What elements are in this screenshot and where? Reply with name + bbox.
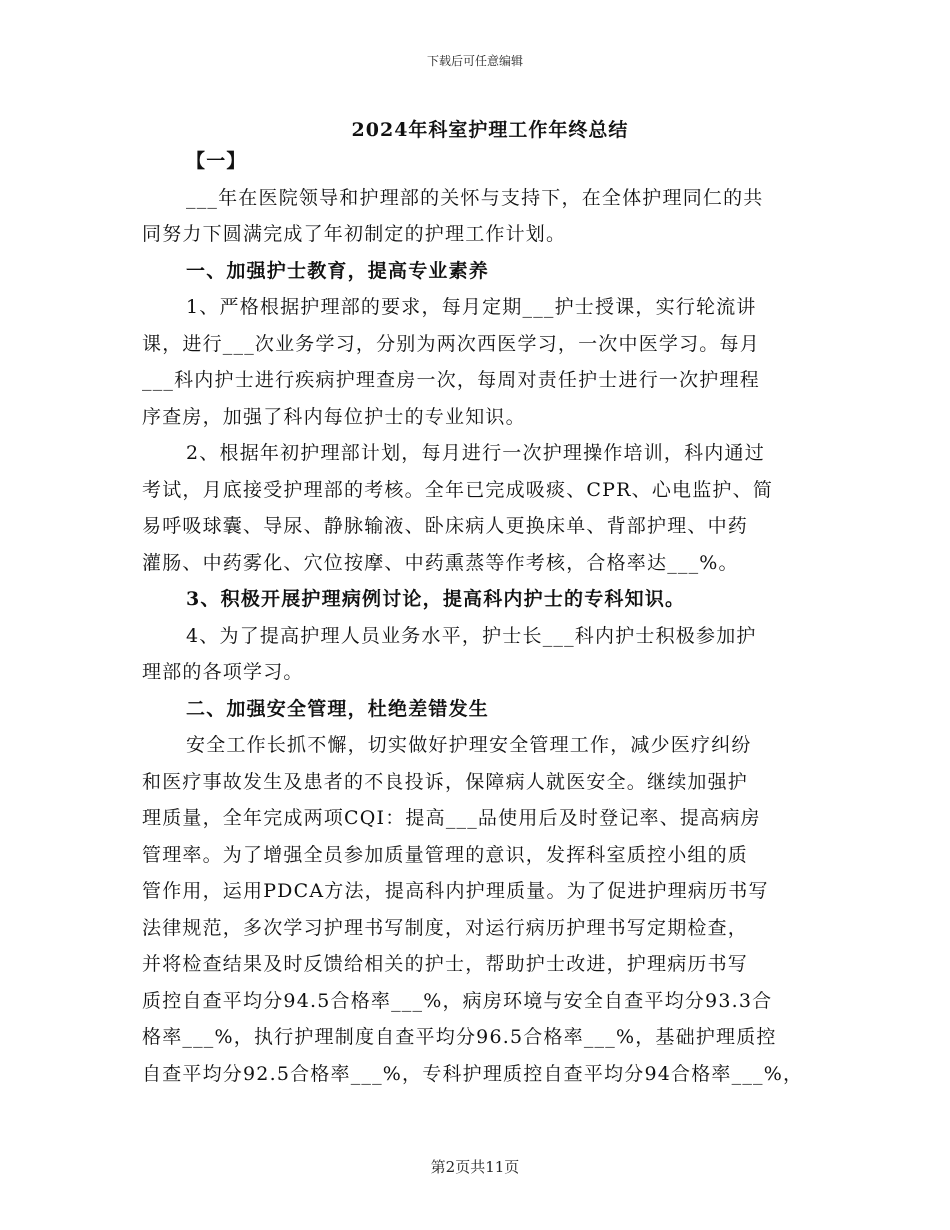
paragraph-line: 法律规范，多次学习护理书写制度，对运行病历护理书写定期检查， <box>142 916 749 939</box>
paragraph-line: 质控自查平均分94.5合格率___%，病房环境与安全自查平均分93.3合 <box>142 989 773 1012</box>
section-heading: 二、加强安全管理，杜绝差错发生 <box>186 697 490 720</box>
paragraph-line: 格率___%，执行护理制度自查平均分96.5合格率___%，基础护理质控 <box>142 1026 777 1048</box>
paragraph-line: 考试，月底接受护理部的考核。全年已完成吸痰、CPR、心电监护、简 <box>142 478 774 501</box>
page-footer: 第2页共11页 <box>430 1158 520 1176</box>
paragraph-line: 管作用，运用PDCA方法，提高科内护理质量。为了促进护理病历书写 <box>142 880 769 902</box>
paragraph-line: 理部的各项学习。 <box>142 661 304 683</box>
section-heading: 一、加强护士教育，提高专业素养 <box>186 259 490 282</box>
paragraph-line: 自查平均分92.5合格率___%，专科护理质控自查平均分94合格率___%， <box>142 1062 804 1085</box>
paragraph-line: 4、为了提高护理人员业务水平，护士长___科内护士积极参加护 <box>186 624 757 647</box>
paragraph-line: 同努力下圆满完成了年初制定的护理工作计划。 <box>142 223 567 245</box>
paragraph-line: 和医疗事故发生及患者的不良投诉，保障病人就医安全。继续加强护 <box>142 770 749 793</box>
paragraph-line: 安全工作长抓不懈，切实做好护理安全管理工作，减少医疗纠纷 <box>186 734 752 756</box>
paragraph-line: 易呼吸球囊、导尿、静脉输液、卧床病人更换床单、背部护理、中药 <box>142 515 749 537</box>
document-title: 2024年科室护理工作年终总结 <box>351 119 629 141</box>
header-note: 下载后可任意编辑 <box>426 54 523 68</box>
paragraph-line: 序查房，加强了科内每位护士的专业知识。 <box>142 405 526 428</box>
paragraph-line: ___科内护士进行疾病护理查房一次，每周对责任护士进行一次护理程 <box>142 369 760 391</box>
paragraph-line: 管理率。为了增强全员参加质量管理的意识，发挥科室质控小组的质 <box>142 843 749 866</box>
paragraph-line: 并将检查结果及时反馈给相关的护士，帮助护士改进，护理病历书写 <box>142 953 749 975</box>
paragraph-line: ___年在医院领导和护理部的关怀与支持下，在全体护理同仁的共 <box>186 186 764 209</box>
paragraph-line: 灌肠、中药雾化、穴位按摩、中药熏蒸等作考核，合格率达___%。 <box>142 551 739 574</box>
paragraph-line: 课，进行___次业务学习，分别为两次西医学习，一次中医学习。每月 <box>142 332 760 355</box>
section-heading: 3、积极开展护理病例讨论，提高科内护士的专科知识。 <box>186 588 686 610</box>
section-heading: 【一】 <box>186 150 247 172</box>
paragraph-line: 1、严格根据护理部的要求，每月定期___护士授课，实行轮流讲 <box>186 296 757 318</box>
paragraph-line: 2、根据年初护理部计划，每月进行一次护理操作培训，科内通过 <box>186 442 765 464</box>
paragraph-line: 理质量，全年完成两项CQI：提高___品使用后及时登记率、提高病房 <box>142 807 761 829</box>
document-body <box>142 143 812 1092</box>
